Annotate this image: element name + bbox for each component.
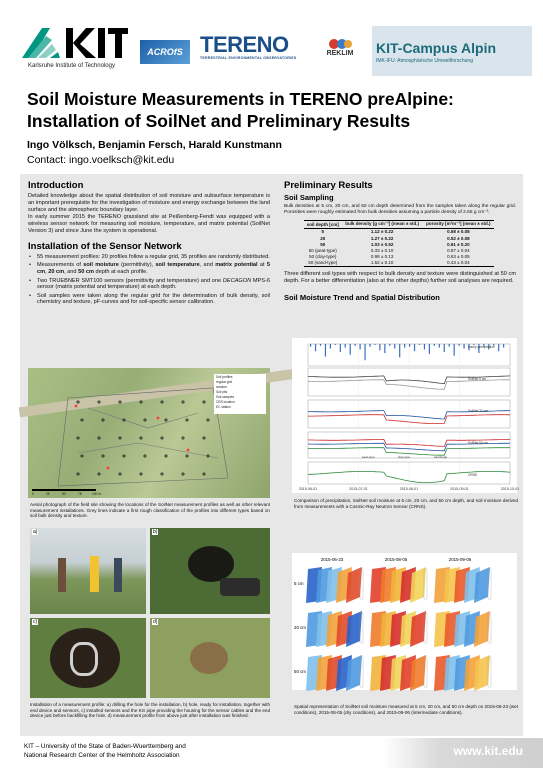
precip-bar	[384, 344, 385, 353]
profile-marker	[185, 454, 189, 458]
profile-marker	[139, 400, 143, 404]
precip-bar	[355, 344, 356, 346]
install-heading: Installation of the Sensor Network	[28, 240, 182, 252]
scale-bar: 0 25 50 75 100 m	[32, 487, 112, 495]
photo-c: c)	[30, 618, 146, 698]
precip-bar	[345, 344, 346, 348]
intro-paragraph-1: Detailed knowledge about the spatial distribution of soil moisture and subsurface temperature is an important prerequisite for the investigation of moisture and energy exchange between the land surface and the atmospheric boundary layer.	[28, 193, 270, 213]
table-cell: 0.52 ± 0.08	[447, 235, 470, 241]
table-cell: 1.27 ± 0.22	[370, 235, 394, 241]
precip-bar	[330, 344, 331, 349]
intro-heading: Introduction	[28, 180, 84, 191]
precip-bar	[379, 344, 380, 350]
profile-marker	[76, 436, 80, 440]
precip-bar	[449, 344, 450, 347]
tereno-logo	[200, 34, 308, 66]
type-legend-entry: clay-type	[398, 455, 411, 459]
soil-pit-marker	[157, 417, 160, 420]
footer-web	[383, 738, 543, 768]
table-cell: 1.03 ± 0.52	[370, 241, 394, 247]
campus-alpin-logo	[372, 26, 532, 76]
precip-bar	[389, 344, 390, 346]
precip-bar	[310, 344, 311, 347]
spatial-maps	[292, 553, 517, 690]
profile-marker	[160, 400, 164, 404]
aerial-caption: Aerial photograph of the field site showing the locations of the SoilNet measurement profiles as well as other relevant measurement installations. Grey lines indicate a first rough classification of the profiles into different types based on soil bulk density and texture.	[30, 502, 270, 519]
profile-marker	[206, 454, 210, 458]
table-cell: 50 (sand-type)	[304, 260, 342, 267]
chart-caption: Comparison of precipitation, SoilNet soil moisture at 5 cm, 20 cm, and 50 cm depth, and soil moisture derived from measurements with a Cosmic-Ray Neutron Sensor (CRNS).	[294, 498, 518, 509]
precip-bar	[340, 344, 341, 352]
authors: Ingo Völksch, Benjamin Fersch, Harald Kunstmann	[27, 139, 282, 151]
list-item: • Measurements of soil moisture (permittivity), soil temperature, and matrix potential at 5 cm, 20 cm, and 50 cm depth at each profile.	[28, 262, 270, 275]
precip-bar	[350, 344, 351, 355]
map-depth-label: 5 cm	[294, 581, 304, 586]
results-heading: Preliminary Results	[284, 180, 373, 191]
profile-marker	[122, 454, 126, 458]
footer	[0, 738, 543, 768]
list-item: • Two TRUEBNER SMT100 sensors (permittivity and temperature) and one DECAGON MPS-6 sensor (matrix potential and temperature) at each depth.	[28, 278, 270, 291]
precip-bar	[394, 344, 395, 349]
precip-bar	[315, 344, 316, 351]
profile-marker	[97, 436, 101, 440]
trend-heading: Soil Moisture Trend and Spatial Distribution	[284, 292, 440, 302]
precip-bar	[454, 344, 455, 356]
reklim-logo-text: REKLIM	[326, 50, 354, 57]
profile-marker	[202, 472, 206, 476]
profile-marker	[118, 400, 122, 404]
legend-entry: hourly precipitation	[468, 345, 495, 349]
table-cell: 5	[321, 229, 325, 235]
profile-marker	[139, 472, 143, 476]
table-cell: 0.43 ± 0.04	[423, 260, 494, 267]
profile-marker	[139, 436, 143, 440]
profile-marker	[80, 418, 84, 422]
x-tick-label: 2015-09-01	[450, 487, 469, 491]
profile-marker	[164, 454, 168, 458]
poster-title	[27, 88, 527, 132]
map-depth-label: 20 cm	[294, 625, 306, 630]
soil-sampling-heading: Soil Sampling	[284, 193, 334, 202]
legend-entry: SoilNet 5 cm	[468, 377, 487, 381]
soil-pit-marker	[107, 467, 110, 470]
precip-bar	[444, 344, 445, 352]
table-cell: 0.61 ± 0.20	[447, 241, 470, 247]
aerial-legend: Soil profiles regular grid random Soil pits Soil samples CRS location EC station	[214, 374, 266, 414]
map-date-label: 2015-06-23	[320, 557, 344, 562]
profile-marker	[202, 400, 206, 404]
table-header: porosity [m³m⁻³] (mean ± std.)	[423, 220, 494, 228]
map-date-label: 2015-09-06	[448, 557, 472, 562]
precip-bar	[439, 344, 440, 348]
profile-marker	[80, 454, 84, 458]
table-row	[304, 228, 494, 235]
x-tick-label: 2015-07-01	[349, 487, 368, 491]
precip-bar	[429, 344, 430, 354]
table-cell: 0.58 ± 0.08	[447, 229, 470, 235]
bulk-density-table	[304, 220, 494, 267]
profile-marker	[160, 472, 164, 476]
profile-marker	[206, 418, 210, 422]
profile-marker	[76, 472, 80, 476]
results-paragraph-2: Three different soil types with respect to bulk density and texture were distinguished at 50 cm depth. For a better differentiation (also at the other depths) further soil analyses are required.	[284, 270, 516, 284]
profile-marker	[181, 472, 185, 476]
soil-pit-marker	[75, 405, 78, 408]
table-header: soil depth [cm]	[304, 220, 342, 228]
profile-marker	[97, 472, 101, 476]
profile-marker	[185, 418, 189, 422]
acrofs-logo: ACROfS	[140, 40, 190, 64]
table-row	[304, 260, 494, 267]
legend-entry: SoilNet 50 cm	[468, 441, 488, 445]
photo-a: a)	[30, 528, 146, 614]
precip-bar	[399, 344, 400, 358]
profile-marker	[97, 400, 101, 404]
chart-svg	[292, 338, 520, 493]
precip-bar	[369, 344, 370, 347]
precip-bar	[360, 344, 361, 349]
profile-marker	[143, 418, 147, 422]
table-cell: 0.63 ± 0.05	[447, 254, 470, 260]
table-cell: 0.33 ± 0.10	[370, 247, 394, 253]
precip-bar	[424, 344, 425, 349]
photos-caption: Installation of a measurement profile: a) drilling the hole for the installation, b) hole, ready for installation, together with end device and sensors, c) installed sensors and the KG pipe providing the housing for the sensor cables and the end device just before backfilling the hole, d) measurement profile from above just after installation was finished.	[30, 702, 270, 719]
install-list	[28, 254, 270, 306]
table-cell: 0.87 ± 0.04	[447, 247, 470, 253]
table-header: bulk density [g cm⁻³] (mean ± std.)	[342, 220, 423, 228]
results-paragraph-1: Bulk densities at 5 cm, 20 cm, and 50 cm depth determined from the samples taken along the regular grid. Porosities were roughly estimated from bulk densities assuming a particle density of 2.65 g cm⁻³.	[284, 204, 516, 215]
precip-bar	[414, 344, 415, 351]
aerial-photo	[28, 368, 270, 498]
maps-caption: Spatial representation of SoilNet soil moisture measured at 5 cm, 20 cm, and 50 cm depth on 2015-06-23 (wet conditions), 2015-08-05 (dry conditions), and 2015-09-06 (intermediate conditions).	[294, 704, 518, 715]
soil-pit-marker	[187, 449, 190, 452]
table-cell: 1.52 ± 0.10	[342, 260, 423, 267]
title-line-2: Installation of SoilNet and Preliminary Results	[27, 111, 411, 131]
profile-marker	[118, 436, 122, 440]
logo-bar	[0, 0, 543, 80]
precip-bar	[325, 344, 326, 357]
profile-marker	[101, 418, 105, 422]
profile-marker	[181, 436, 185, 440]
precip-bar	[434, 344, 435, 346]
soil-moisture-chart	[292, 338, 520, 493]
list-item: • 55 measurement profiles: 20 profiles follow a regular grid, 35 profiles are randomly distributed.	[28, 254, 270, 261]
right-column	[284, 180, 516, 304]
profile-marker	[202, 436, 206, 440]
profile-marker	[164, 418, 168, 422]
precip-bar	[459, 344, 460, 346]
table-cell: 50 (clay-type)	[309, 254, 337, 260]
precip-bar	[364, 344, 365, 360]
kit-caption: Karlsruhe Institute of Technology	[28, 63, 115, 69]
intro-paragraph-2: In early summer 2015 the TERENO grassland site at Peißenberg-Fendt was equipped with a wireless sensor network for measuring soil moisture, temperature, and matrix potential (SoilNet Version 3) and since June the system is operational.	[28, 214, 270, 234]
photo-d: d)	[150, 618, 270, 698]
precip-bar	[419, 344, 420, 345]
reklim-globe-icon	[326, 38, 354, 50]
map-depth-label: 50 cm	[294, 669, 306, 674]
type-legend-entry: peat-type	[362, 455, 375, 459]
tereno-logo-sub: TERRESTRIAL ENVIRONMENTAL OBSERVATORIES	[200, 56, 297, 60]
precip-bar	[404, 344, 405, 348]
campus-title: KIT-Campus Alpin	[376, 40, 497, 56]
list-item: • Soil samples were taken along the regular grid for the determination of bulk density, soil chemistry and texture, pF-curves and for soil-specific sensor calibration.	[28, 293, 270, 306]
campus-sub: IMK-IFU: Atmosphärische Umweltforschung	[376, 58, 473, 64]
legend-entry: SoilNet 20 cm	[468, 409, 488, 413]
map-date-label: 2015-08-05	[384, 557, 408, 562]
type-legend-entry: sand-type	[434, 455, 448, 459]
precip-bar	[335, 344, 336, 345]
x-tick-label: 2015-06-01	[298, 487, 318, 491]
precip-bar	[409, 344, 410, 347]
legend-entry: CRNS	[468, 473, 478, 477]
precip-bar	[463, 344, 464, 349]
left-column	[28, 180, 270, 308]
profile-marker	[181, 400, 185, 404]
photo-b: b)	[150, 528, 270, 614]
table-cell: 0.98 ± 0.13	[370, 254, 394, 260]
table-cell: 50 (peat-type)	[308, 247, 337, 253]
profile-marker	[76, 400, 80, 404]
precip-bar	[374, 344, 375, 345]
contact: Contact: ingo.voelksch@kit.edu	[27, 154, 175, 166]
precip-bar	[498, 344, 499, 351]
table-cell: 50	[320, 241, 326, 247]
x-tick-label: 2015-08-01	[399, 487, 419, 491]
title-line-1: Soil Moisture Measurements in TERENO preAlpine:	[27, 89, 454, 109]
maps-svg	[292, 553, 517, 690]
table-cell: 20	[320, 235, 326, 241]
reklim-logo	[318, 38, 362, 66]
footer-text: KIT – University of the State of Baden-Wuerttemberg and National Research Center of the Helmholtz Association	[24, 743, 186, 759]
profile-marker	[101, 454, 105, 458]
precip-bar	[320, 344, 321, 346]
tereno-logo-text: TERENO	[200, 32, 289, 57]
profile-marker	[143, 454, 147, 458]
table-cell: 1.12 ± 0.22	[370, 229, 394, 235]
profile-marker	[122, 418, 126, 422]
profile-marker	[118, 472, 122, 476]
profile-marker	[160, 436, 164, 440]
footer-url[interactable]: www.kit.edu	[453, 744, 523, 758]
precip-bar	[503, 344, 504, 348]
x-tick-label: 2015-10-01	[500, 487, 520, 491]
